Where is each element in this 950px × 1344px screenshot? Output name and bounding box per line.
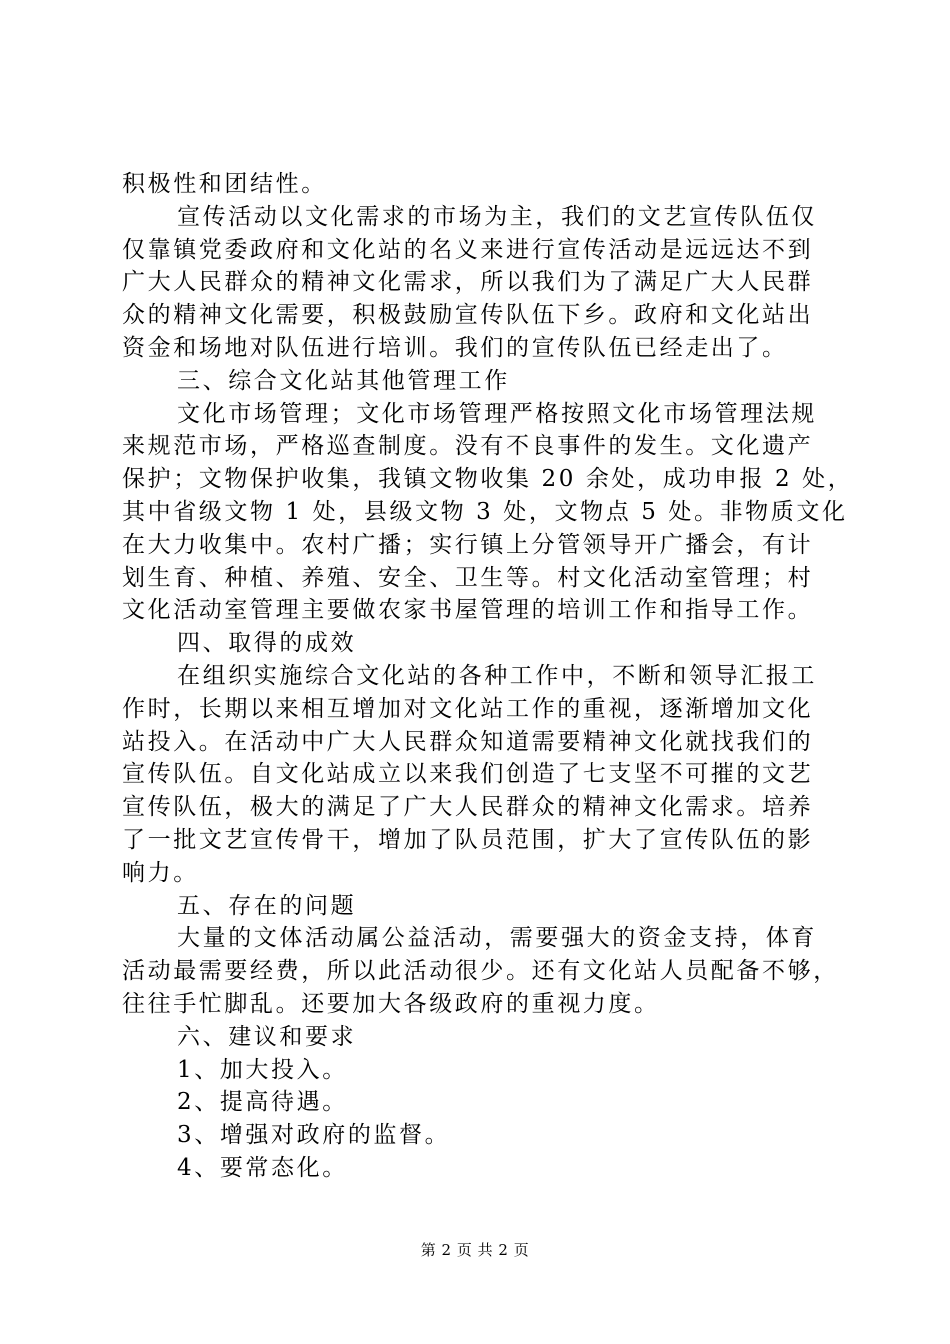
list-item: 1、加大投入。 <box>177 1056 348 1083</box>
text-line: 文化市场管理；文化市场管理严格按照文化市场管理法规 <box>177 400 817 427</box>
section-heading: 三、综合文化站其他管理工作 <box>177 367 510 394</box>
document-body <box>122 168 854 1185</box>
list-item: 2、提高待遇。 <box>177 1089 348 1116</box>
text-line: 作时，长期以来相互增加对文化站工作的重视，逐渐增加文化 <box>122 695 814 722</box>
text-line: 在大力收集中。农村广播；实行镇上分管领导开广播会，有计 <box>122 531 814 558</box>
text-line: 划生育、种植、养殖、安全、卫生等。村文化活动室管理；村 <box>122 564 814 591</box>
text-line: 广大人民群众的精神文化需求，所以我们为了满足广大人民群 <box>122 269 814 296</box>
text-line: 在组织实施综合文化站的各种工作中，不断和领导汇报工 <box>177 662 817 689</box>
text-line: 宣传活动以文化需求的市场为主，我们的文艺宣传队伍仅 <box>177 203 817 230</box>
section-heading: 五、存在的问题 <box>177 892 357 919</box>
text-line: 往往手忙脚乱。还要加大各级政府的重视力度。 <box>122 990 660 1017</box>
list-item: 4、要常态化。 <box>177 1154 348 1181</box>
text-line: 仅靠镇党委政府和文化站的名义来进行宣传活动是远远达不到 <box>122 236 814 263</box>
text-line: 来规范市场，严格巡查制度。没有不良事件的发生。文化遗产 <box>122 433 814 460</box>
text-line: 宣传队伍。自文化站成立以来我们创造了七支坚不可摧的文艺 <box>122 761 814 788</box>
text-line: 众的精神文化需要，积极鼓励宣传队伍下乡。政府和文化站出 <box>122 302 814 329</box>
section-heading: 六、建议和要求 <box>177 1023 357 1050</box>
section-heading: 四、取得的成效 <box>177 630 357 657</box>
text-line: 保护；文物保护收集，我镇文物收集 20 余处，成功申报 2 处， <box>122 466 854 493</box>
page-footer: 第 2 页 共 2 页 <box>420 1241 530 1259</box>
text-line: 积极性和团结性。 <box>122 171 327 197</box>
text-line: 资金和场地对队伍进行培训。我们的宣传队伍已经走出了。 <box>122 334 788 361</box>
text-line: 其中省级文物 1 处，县级文物 3 处，文物点 5 处。非物质文化 <box>122 498 848 525</box>
text-line: 宣传队伍，极大的满足了广大人民群众的精神文化需求。培养 <box>122 794 814 821</box>
text-line: 站投入。在活动中广大人民群众知道需要精神文化就找我们的 <box>122 728 814 755</box>
text-line: 了一批文艺宣传骨干，增加了队员范围，扩大了宣传队伍的影 <box>122 826 814 853</box>
text-line: 文化活动室管理主要做农家书屋管理的培训工作和指导工作。 <box>122 597 814 624</box>
text-line: 活动最需要经费，所以此活动很少。还有文化站人员配备不够， <box>122 958 839 985</box>
list-item: 3、增强对政府的监督。 <box>177 1122 451 1149</box>
text-line: 响力。 <box>122 859 199 886</box>
text-line: 大量的文体活动属公益活动，需要强大的资金支持，体育 <box>177 925 817 952</box>
